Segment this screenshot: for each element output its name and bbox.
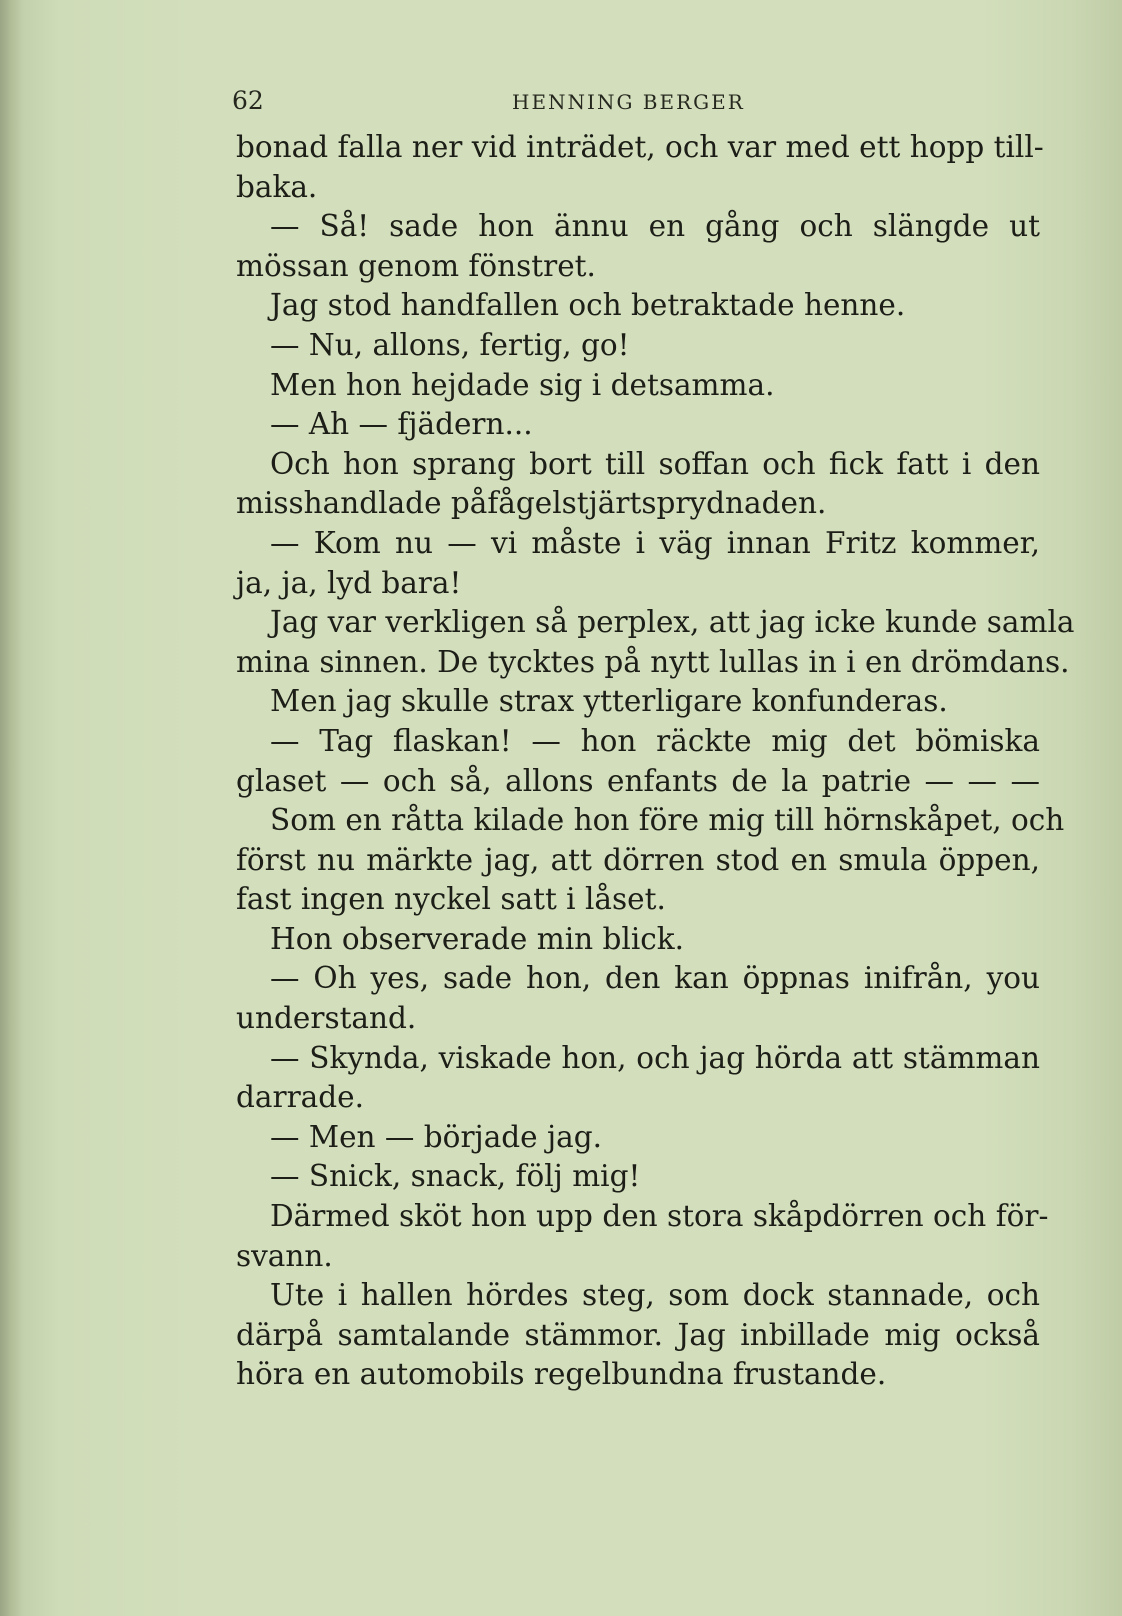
text-line: Men hon hejdade sig i detsamma.	[270, 367, 775, 402]
text-line: ja, ja, lyd bara!	[236, 565, 462, 600]
text-line: Men jag skulle strax ytterligare konfunderas.	[270, 684, 948, 719]
text-line: — Snick, snack, följ mig!	[270, 1159, 641, 1194]
text-line: höra en automobils regelbundna frustande.	[236, 1357, 887, 1392]
running-head: HENNING BERGER	[512, 90, 745, 114]
text-line: Och hon sprang bort till soffan och fick fatt i den	[270, 446, 1040, 481]
page-number: 62	[232, 86, 264, 115]
text-line: mössan genom fönstret.	[236, 248, 596, 283]
text-line: bonad falla ner vid inträdet, och var med ett hopp till-	[236, 130, 1044, 164]
text-line: baka.	[236, 169, 318, 204]
text-line: Ute i hallen hördes steg, som dock stannade, och	[270, 1278, 1040, 1313]
text-line: Jag stod handfallen och betraktade henne.	[270, 288, 906, 323]
text-line: misshandlade påfågelstjärtsprydnaden.	[236, 486, 827, 521]
text-line: — Oh yes, sade hon, den kan öppnas inifrån, you	[270, 961, 1040, 996]
text-line: — Kom nu — vi måste i väg innan Fritz kommer,	[270, 525, 1040, 560]
text-line: Hon observerade min blick.	[270, 921, 685, 956]
text-line: — Så! sade hon ännu en gång och slängde ut	[270, 209, 1040, 244]
text-line: — Nu, allons, fertig, go!	[270, 327, 630, 362]
book-spine-shadow	[0, 0, 22, 1616]
text-line: mina sinnen. De tycktes på nytt lullas in i en drömdans.	[236, 644, 1070, 679]
text-line: — Men — började jag.	[270, 1119, 602, 1154]
text-line: — Tag flaskan! — hon räckte mig det bömiska	[270, 723, 1040, 758]
text-line: därpå samtalande stämmor. Jag inbillade mig också	[236, 1317, 1040, 1352]
text-line: darrade.	[236, 1080, 364, 1115]
body-text	[236, 128, 1075, 1395]
text-line: först nu märkte jag, att dörren stod en smula öppen,	[236, 842, 1040, 877]
text-line: — Skynda, viskade hon, och jag hörda att stämman	[270, 1040, 1040, 1075]
text-line: Som en råtta kilade hon före mig till hörnskåpet, och	[270, 803, 1065, 838]
page-header	[232, 86, 1032, 120]
text-line: svann.	[236, 1238, 333, 1273]
text-line: Jag var verkligen så perplex, att jag icke kunde samla	[270, 605, 1075, 640]
text-line: understand.	[236, 1001, 417, 1036]
text-line: glaset — och så, allons enfants de la patrie — — —	[236, 763, 1040, 798]
text-line: — Ah — fjädern...	[270, 407, 533, 442]
text-line: fast ingen nyckel satt i låset.	[236, 882, 666, 917]
text-line: Därmed sköt hon upp den stora skåpdörren och för-	[270, 1199, 1049, 1234]
